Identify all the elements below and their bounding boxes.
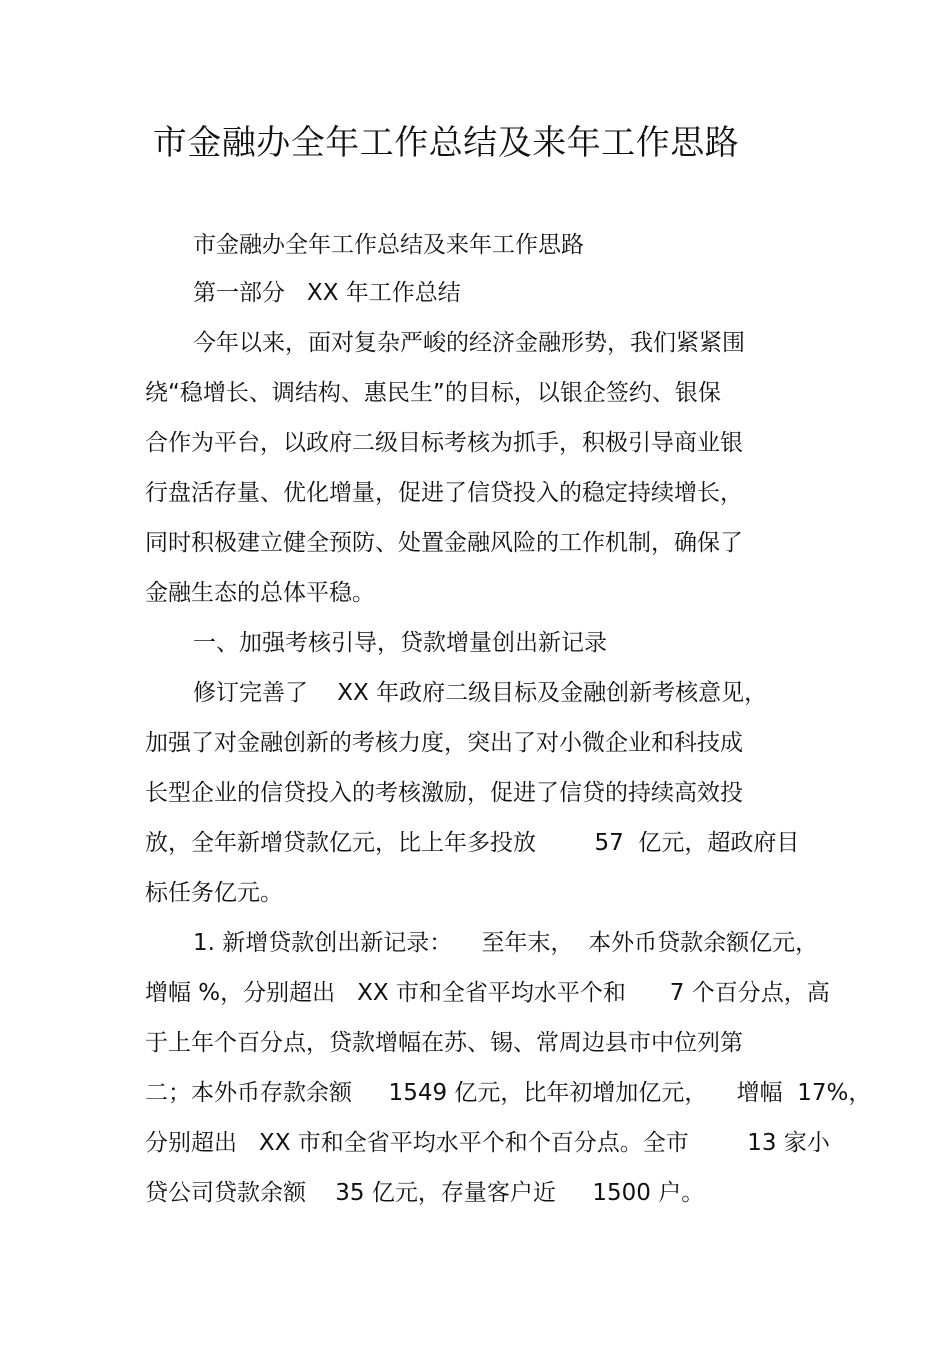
page-title: 市金融办全年工作总结及来年工作思路 bbox=[152, 123, 740, 163]
paragraph-line: 金融生态的总体平稳。 bbox=[145, 580, 375, 606]
subsection-heading: 一、加强考核引导，贷款增量创出新记录 bbox=[193, 630, 607, 656]
paragraph-line: 放，全年新增贷款亿元，比上年多投放 57 亿元，超政府目 bbox=[145, 830, 800, 856]
subtitle-line: 市金融办全年工作总结及来年工作思路 bbox=[193, 232, 584, 258]
paragraph-line: 修订完善了 XX 年政府二级目标及金融创新考核意见， bbox=[193, 680, 768, 706]
paragraph-line: 分别超出 XX 市和全省平均水平个和个百分点。全市 13 家小 bbox=[145, 1130, 830, 1156]
paragraph-line: 增幅 %，分别超出 XX 市和全省平均水平个和 7 个百分点，高 bbox=[145, 980, 830, 1006]
paragraph-line: 今年以来，面对复杂严峻的经济金融形势，我们紧紧围 bbox=[193, 330, 745, 356]
paragraph-line: 贷公司贷款余额 35 亿元，存量客户近 1500 户。 bbox=[145, 1180, 705, 1206]
paragraph-line: 绕“稳增长、调结构、惠民生”的目标，以银企签约、银保 bbox=[145, 380, 721, 406]
paragraph-line: 行盘活存量、优化增量，促进了信贷投入的稳定持续增长， bbox=[145, 480, 743, 506]
paragraph-line: 合作为平台，以政府二级目标考核为抓手，积极引导商业银 bbox=[145, 430, 743, 456]
paragraph-line: 同时积极建立健全预防、处置金融风险的工作机制，确保了 bbox=[145, 530, 743, 556]
paragraph-line: 标任务亿元。 bbox=[145, 880, 283, 906]
paragraph-line: 二；本外币存款余额 1549 亿元，比年初增加亿元， 增幅 17%， bbox=[145, 1080, 872, 1106]
paragraph-line: 长型企业的信贷投入的考核激励，促进了信贷的持续高效投 bbox=[145, 780, 743, 806]
paragraph-line: 1. 新增贷款创出新记录： 至年末， 本外币贷款余额亿元， bbox=[193, 930, 819, 956]
paragraph-line: 加强了对金融创新的考核力度，突出了对小微企业和科技成 bbox=[145, 730, 743, 756]
paragraph-line: 于上年个百分点，贷款增幅在苏、锡、常周边县市中位列第 bbox=[145, 1030, 743, 1056]
section-heading: 第一部分 XX 年工作总结 bbox=[193, 280, 461, 306]
